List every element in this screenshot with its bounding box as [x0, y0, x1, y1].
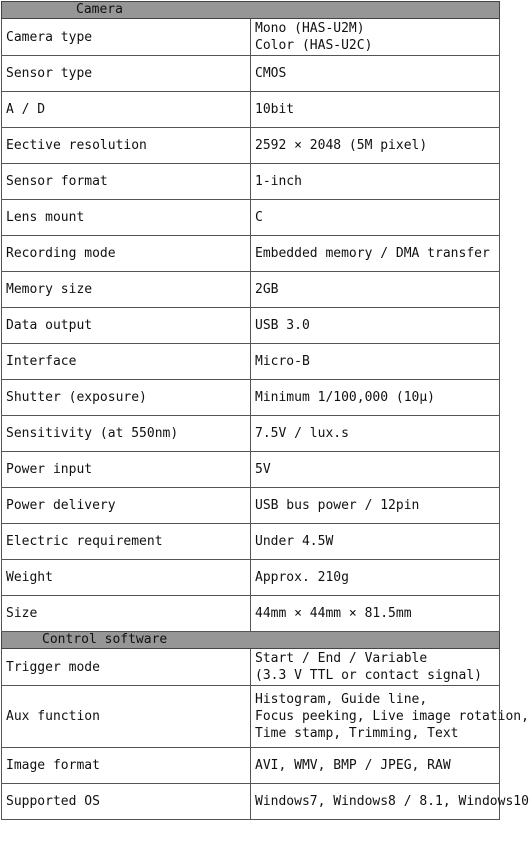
spec-label: Supported OS — [2, 784, 251, 820]
spec-value — [251, 92, 500, 128]
spec-value — [251, 308, 500, 344]
spec-value — [251, 452, 500, 488]
section-title: Control software — [42, 632, 168, 647]
spec-table-body — [2, 2, 529, 820]
spec-value-line: USB 3.0 — [255, 318, 310, 333]
section-header-cell — [2, 2, 500, 19]
spec-value — [251, 344, 500, 380]
spec-value-line: Windows7, Windows8 / 8.1, Windows10 — [255, 794, 529, 809]
spec-value — [251, 272, 500, 308]
spec-value — [251, 784, 529, 820]
spec-value-line: 44mm × 44mm × 81.5mm — [255, 606, 412, 621]
spec-value-line: Time stamp, Trimming, Text — [255, 726, 459, 741]
spec-value — [251, 488, 500, 524]
spec-value — [251, 128, 500, 164]
spec-value — [251, 380, 500, 416]
table-row — [2, 488, 500, 524]
table-row — [2, 200, 500, 236]
section-header-cell — [2, 632, 500, 649]
table-row — [2, 164, 500, 200]
spec-value-line: 1-inch — [255, 174, 302, 189]
spec-value-line: Start / End / Variable — [255, 651, 428, 666]
spec-value-line: Micro-B — [255, 354, 310, 369]
table-row — [2, 596, 500, 632]
spec-value-line: Histogram, Guide line, — [255, 692, 428, 707]
spec-label: Sensor format — [2, 164, 251, 200]
spec-value-line: USB bus power / 12pin — [255, 498, 420, 513]
table-row — [2, 524, 500, 560]
spec-value-line: Under 4.5W — [255, 534, 334, 549]
spec-value — [251, 524, 500, 560]
spec-value-line: Color (HAS-U2C) — [255, 38, 373, 53]
table-row — [2, 92, 500, 128]
table-row — [2, 452, 500, 488]
spec-value-line: Embedded memory / DMA transfer — [255, 246, 490, 261]
spec-value — [251, 686, 529, 748]
spec-value — [251, 200, 500, 236]
spec-label: Size — [2, 596, 251, 632]
spec-label: Sensitivity (at 550nm) — [2, 416, 251, 452]
spec-value — [251, 164, 500, 200]
table-row — [2, 686, 500, 748]
spec-value-line: 7.5V / lux.s — [255, 426, 349, 441]
table-row — [2, 560, 500, 596]
spec-value-line: 2GB — [255, 282, 279, 297]
table-row — [2, 416, 500, 452]
spec-label: Aux function — [2, 686, 251, 748]
section-header — [2, 632, 500, 649]
spec-label: Data output — [2, 308, 251, 344]
table-row — [2, 56, 500, 92]
spec-label: Power input — [2, 452, 251, 488]
table-row — [2, 308, 500, 344]
table-row — [2, 344, 500, 380]
spec-value-line: CMOS — [255, 66, 287, 81]
spec-label: Interface — [2, 344, 251, 380]
spec-label: Camera type — [2, 19, 251, 56]
spec-value-line: Minimum 1/100,000 (10μ) — [255, 390, 436, 405]
spec-value-line: 10bit — [255, 102, 295, 117]
spec-value-line: C — [255, 210, 263, 225]
spec-label: Eective resolution — [2, 128, 251, 164]
spec-value-line: 5V — [255, 462, 271, 477]
spec-label: Recording mode — [2, 236, 251, 272]
spec-value — [251, 560, 500, 596]
spec-label: A / D — [2, 92, 251, 128]
spec-label: Power delivery — [2, 488, 251, 524]
spec-label: Weight — [2, 560, 251, 596]
table-row — [2, 380, 500, 416]
spec-value — [251, 56, 500, 92]
section-header — [2, 2, 500, 19]
table-row — [2, 19, 500, 56]
spec-value — [251, 649, 500, 686]
table-row — [2, 649, 500, 686]
spec-value — [251, 416, 500, 452]
spec-value-line: Focus peeking, Live image rotation, — [255, 709, 529, 724]
spec-value — [251, 236, 500, 272]
spec-value-line: Approx. 210g — [255, 570, 349, 585]
table-row — [2, 236, 500, 272]
spec-label: Memory size — [2, 272, 251, 308]
spec-value — [251, 748, 500, 784]
table-row — [2, 128, 500, 164]
spec-value — [251, 596, 500, 632]
spec-value-line: 2592 × 2048 (5M pixel) — [255, 138, 428, 153]
table-row — [2, 748, 500, 784]
spec-table — [1, 1, 529, 820]
table-row — [2, 272, 500, 308]
spec-value — [251, 19, 500, 56]
spec-label: Image format — [2, 748, 251, 784]
spec-value-line: AVI, WMV, BMP / JPEG, RAW — [255, 758, 451, 773]
table-row — [2, 784, 500, 820]
spec-label: Lens mount — [2, 200, 251, 236]
spec-label: Shutter (exposure) — [2, 380, 251, 416]
spec-value-line: (3.3 V TTL or contact signal) — [255, 668, 482, 683]
spec-value-line: Mono (HAS-U2M) — [255, 21, 365, 36]
spec-label: Sensor type — [2, 56, 251, 92]
section-title: Camera — [76, 2, 123, 17]
spec-label: Trigger mode — [2, 649, 251, 686]
spec-label: Electric requirement — [2, 524, 251, 560]
